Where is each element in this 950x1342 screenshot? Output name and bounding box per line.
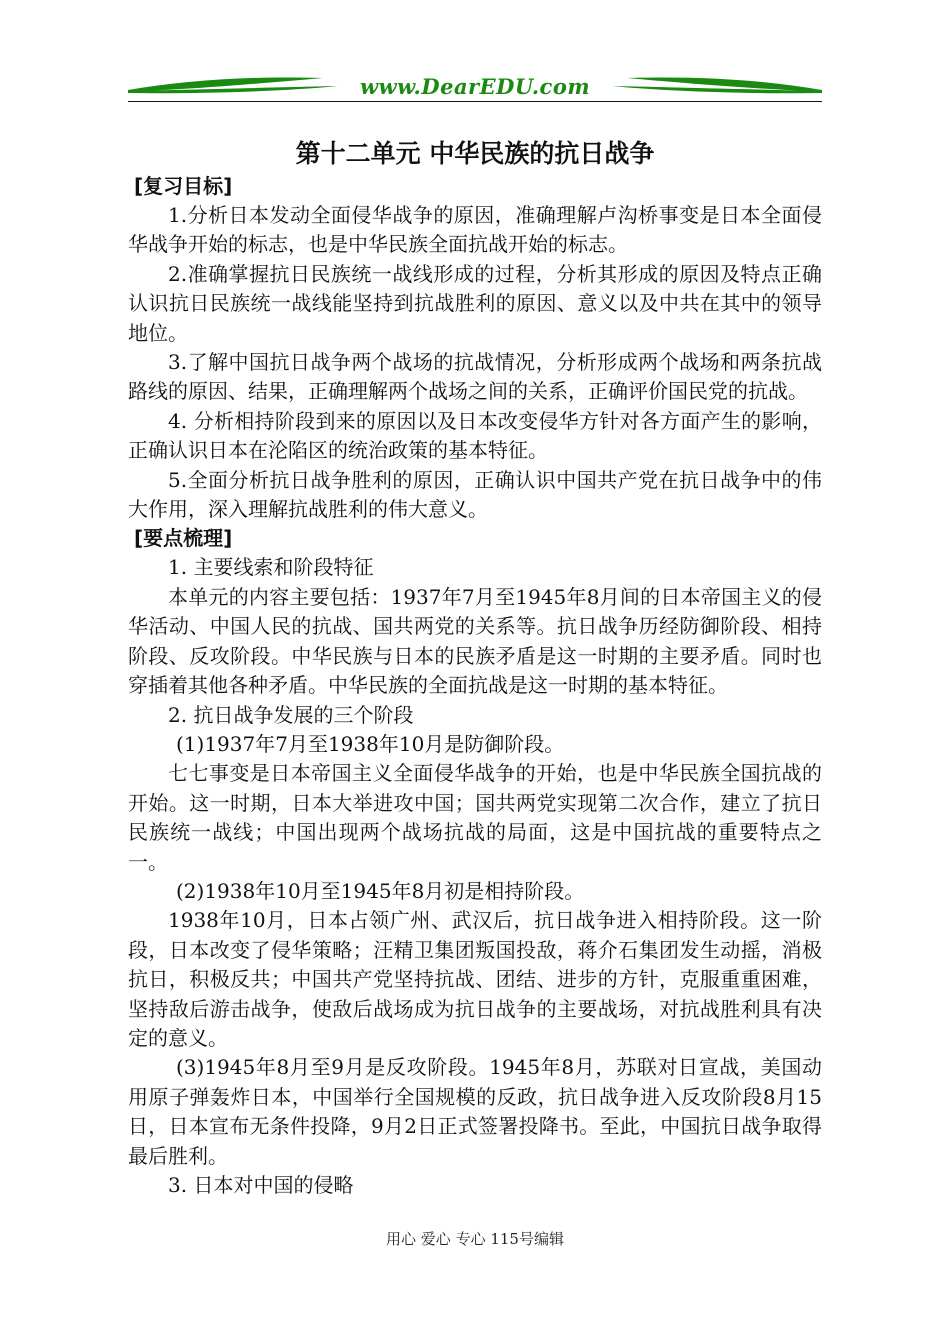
paragraph: 本单元的内容主要包括：1937年7月至1945年8月间的日本帝国主义的侵华活动、中国人民的抗战、国共两党的关系等。抗日战争历经防御阶段、相持阶段、反攻阶段。中华民族与日本的民族矛盾是这一时期的主要矛盾。同时也穿插着其他各种矛盾。中华民族的全面抗战是这一时期的基本特征。 (128, 584, 822, 698)
document-title: 第十二单元 中华民族的抗日战争 (295, 139, 655, 168)
paragraph: 5.全面分析抗日战争胜利的原因，正确认识中国共产党在抗日战争中的伟大作用，深入理解抗战胜利的伟大意义。 (128, 467, 822, 522)
paragraph: (1)1937年7月至1938年10月是防御阶段。 (176, 731, 565, 756)
paragraph: 1938年10月，日本占领广州、武汉后，抗日战争进入相持阶段。这一阶段，日本改变了侵华策略；汪精卫集团叛国投敌，蒋介石集团发生动摇，消极抗日，积极反共；中国共产党坚持抗战、团结、进步的方针，克服重重困难，坚持敌后游击战争，使敌后战场成为抗日战争的主要战场，对抗战胜利具有决定的意义。 (128, 908, 822, 1050)
paragraph: (3)1945年8月至9月是反攻阶段。1945年8月，苏联对日宣战，美国动用原子弹轰炸日本，中国举行全国规模的反政，抗日战争进入反攻阶段8月15日，日本宣布无条件投降，9月2日正式签署投降书。至此，中国抗日战争取得最后胜利。 (128, 1055, 822, 1168)
paragraph: 3.了解中国抗日战争两个战场的抗战情况，分析形成两个战场和两条抗战路线的原因、结果，正确理解两个战场之间的关系，正确评价国民党的抗战。 (128, 350, 822, 404)
site-url[interactable]: www.DearEDU.com (359, 74, 591, 99)
paragraph: 4. 分析相持阶段到来的原因以及日本改变侵华方针对各方面产生的影响，正确认识日本在沦陷区的统治政策的基本特征。 (128, 408, 822, 463)
site-header (128, 70, 822, 104)
document-body (128, 130, 822, 1200)
section-heading-review-goals: [复习目标] (134, 174, 233, 198)
page-footer: 用心 爱心 专心 115号编辑 (386, 1230, 564, 1248)
paragraph: 七七事变是日本帝国主义全面侵华战争的开始，也是中华民族全国抗战的开始。这一时期，日本大举进攻中国；国共两党实现第二次合作，建立了抗日民族统一战线；中国出现两个战场抗战的局面，这是中国抗战的重要特点之一。 (128, 761, 822, 874)
paragraph: 1.分析日本发动全面侵华战争的原因，准确理解卢沟桥事变是日本全面侵华战争开始的标志，也是中华民族全面抗战开始的标志。 (128, 203, 822, 257)
paragraph: 2.准确掌握抗日民族统一战线形成的过程，分析其形成的原因及特点正确认识抗日民族统一战线能坚持到抗战胜利的原因、意义以及中共在其中的领导地位。 (128, 261, 822, 345)
header-divider (128, 101, 822, 102)
paragraph: 1. 主要线索和阶段特征 (168, 555, 374, 580)
section-heading-key-points: [要点梳理] (134, 526, 233, 551)
paragraph: (2)1938年10月至1945年8月初是相持阶段。 (176, 878, 585, 903)
paragraph: 2. 抗日战争发展的三个阶段 (168, 702, 414, 727)
paragraph: 3. 日本对中国的侵略 (168, 1173, 354, 1197)
